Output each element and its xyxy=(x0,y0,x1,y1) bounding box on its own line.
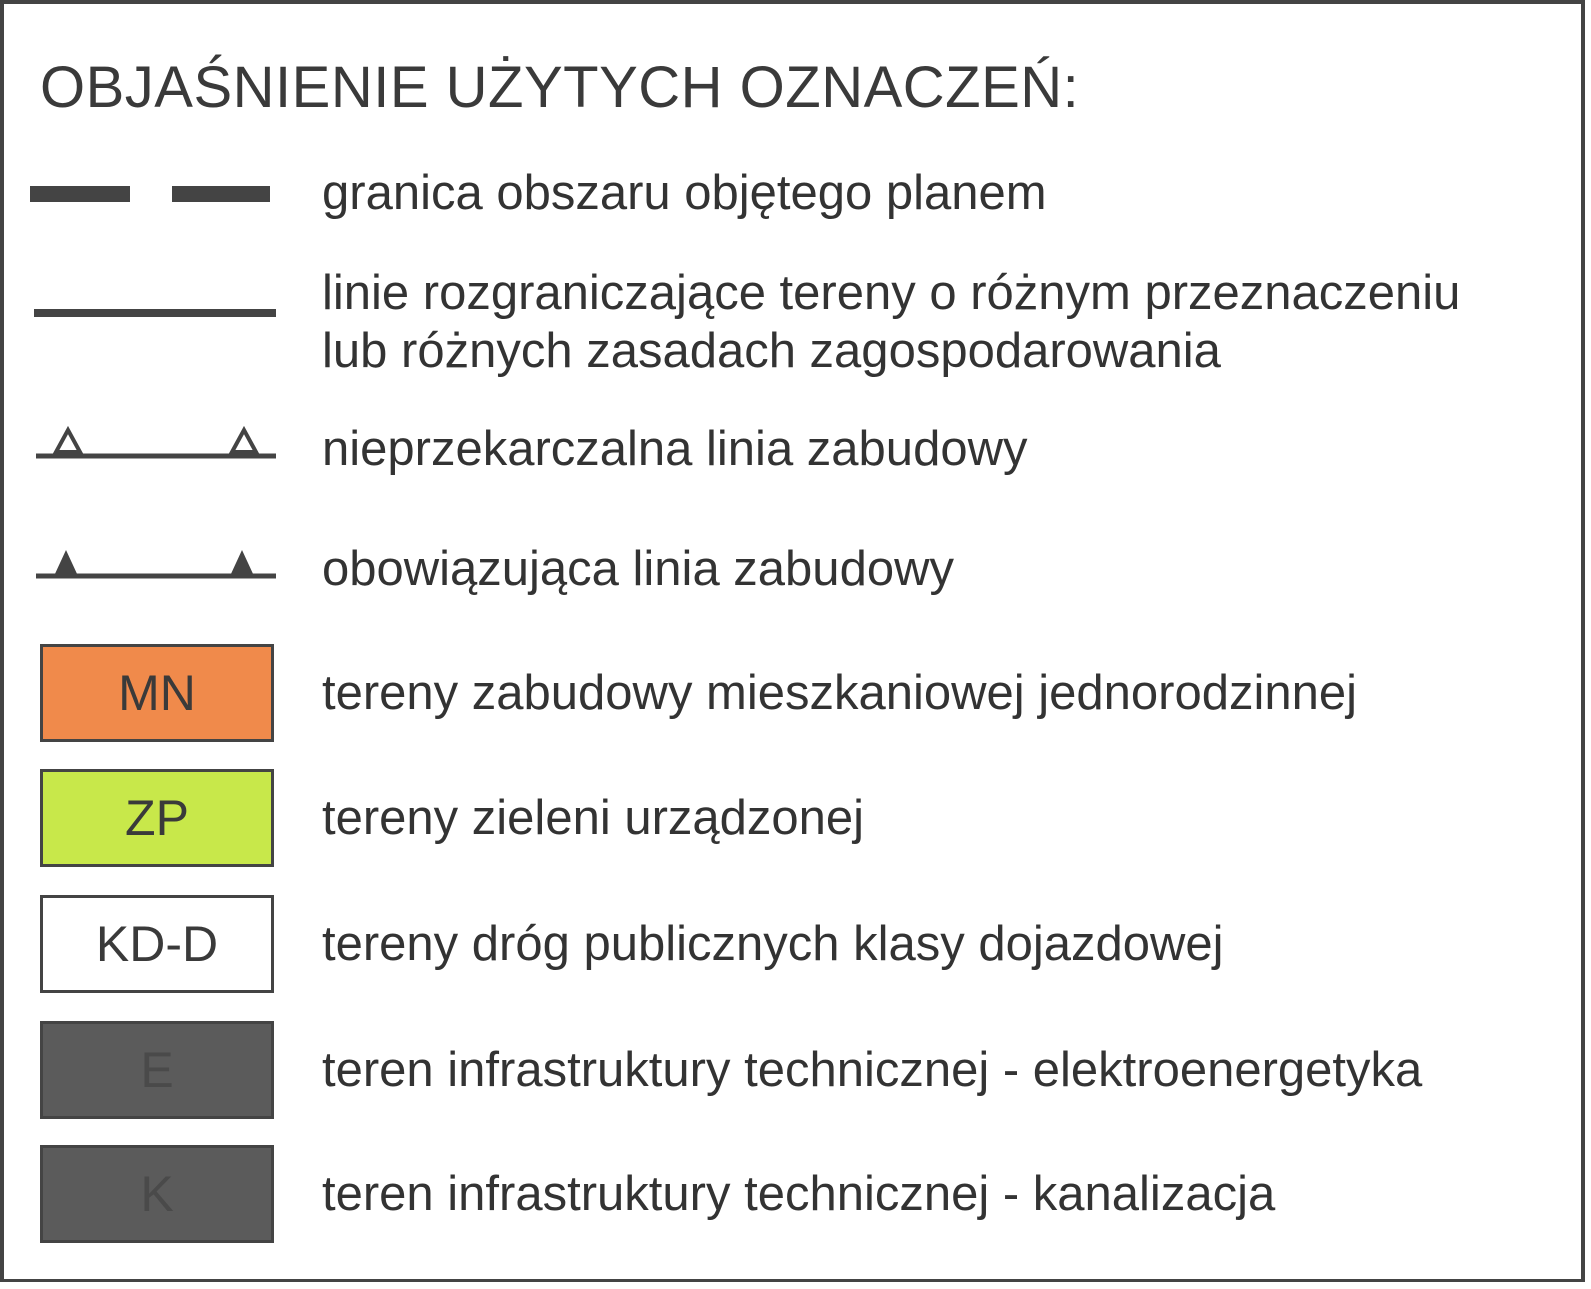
legend-title: OBJAŚNIENIE UŻYTYCH OZNACZEŃ: xyxy=(40,55,1080,120)
zone-swatch-mn xyxy=(40,644,274,742)
legend-row-zone-kd-d xyxy=(4,895,1581,995)
zone-label-zp: tereny zieleni urządzonej xyxy=(322,791,865,845)
zone-label-kd-d: tereny dróg publicznych klasy dojazdowej xyxy=(322,917,1224,971)
legend-row-mandatory-building-line xyxy=(4,536,1581,616)
zone-label-e: teren infrastruktury technicznej - elektroenergetyka xyxy=(322,1043,1423,1097)
legend-row-zone-zp xyxy=(4,769,1581,869)
zone-code-mn: MN xyxy=(118,665,196,721)
open-triangle-line-icon xyxy=(24,418,284,468)
zone-code-e: E xyxy=(140,1042,174,1098)
zone-swatch-zp xyxy=(40,769,274,867)
solid-line-icon xyxy=(24,298,284,328)
legend-row-zone-e xyxy=(4,1021,1581,1121)
legend-row-zone-mn xyxy=(4,644,1581,744)
legend-label-dividing-lines-2: lub różnych zasadach zagospodarowania xyxy=(322,324,1221,378)
dashed-line-icon xyxy=(24,174,284,214)
zone-swatch-e xyxy=(40,1021,274,1119)
filled-triangle-line-icon xyxy=(24,540,284,590)
legend-row-zone-k xyxy=(4,1145,1581,1245)
zone-swatch-k xyxy=(40,1145,274,1243)
zone-label-k: teren infrastruktury technicznej - kanalizacja xyxy=(322,1167,1276,1221)
legend-label-non-exceedable-building-line: nieprzekarczalna linia zabudowy xyxy=(322,422,1028,476)
zone-code-k: K xyxy=(140,1166,174,1222)
legend-row-dividing-lines xyxy=(4,258,1581,378)
legend-label-plan-boundary: granica obszaru objętego planem xyxy=(322,166,1047,220)
zone-swatch-kd-d xyxy=(40,895,274,993)
legend-row-plan-boundary xyxy=(4,154,1581,234)
zone-code-zp: ZP xyxy=(125,790,189,846)
legend-row-non-exceedable-building-line xyxy=(4,414,1581,494)
zone-code-kd-d: KD-D xyxy=(95,916,219,972)
legend-label-mandatory-building-line: obowiązująca linia zabudowy xyxy=(322,542,954,596)
zone-label-mn: tereny zabudowy mieszkaniowej jednorodzinnej xyxy=(322,666,1358,720)
legend-label-dividing-lines-1: linie rozgraniczające tereny o różnym przeznaczeniu xyxy=(322,266,1461,320)
